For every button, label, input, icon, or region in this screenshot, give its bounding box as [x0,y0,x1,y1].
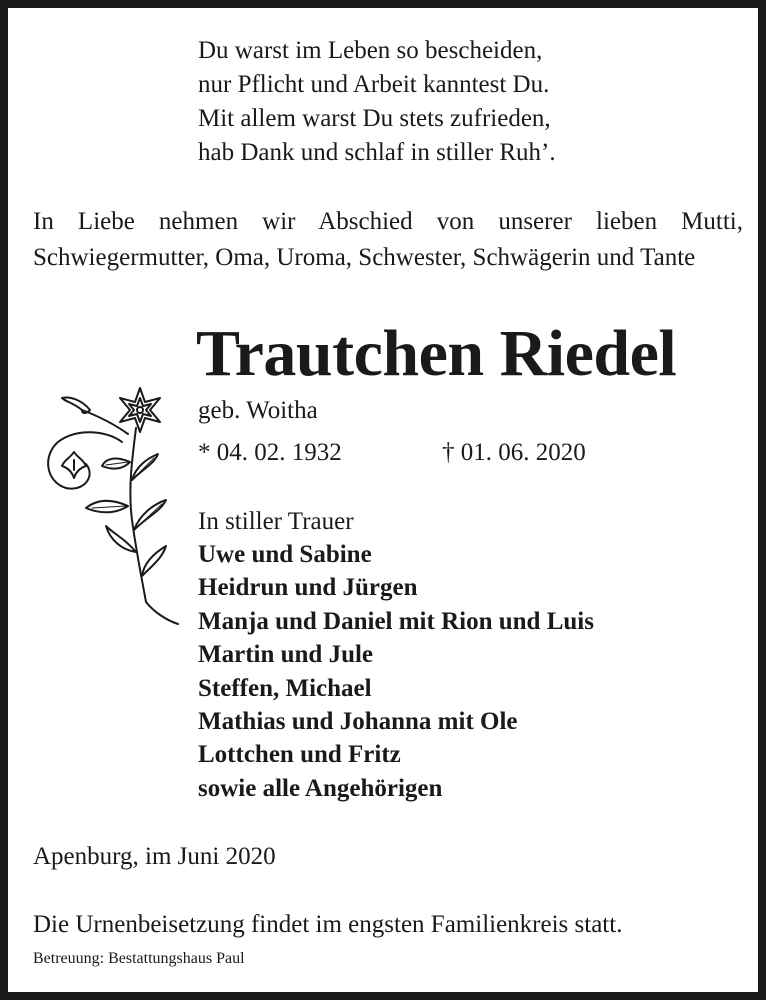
poem [198,34,556,170]
maiden-name: geb. Woitha [198,397,318,424]
place-date: Apenburg, im Juni 2020 [33,843,276,870]
list-item: Uwe und Sabine [198,541,372,568]
list-item: sowie alle Angehörigen [198,774,443,802]
birth-date: * 04. 02. 1932 [198,439,342,466]
undertaker-credit: Betreuung: Bestattungshaus Paul [33,950,245,967]
list-item: Heidrun und Jürgen [198,574,418,602]
mourners-list [198,538,594,805]
burial-note: Die Urnenbeisetzung findet im engsten Familienkreis statt. [33,911,623,938]
poem-line: hab Dank und schlaf in stiller Ruh’. [198,139,556,166]
death-date: † 01. 06. 2020 [442,439,586,466]
mourners-title: In stiller Trauer [198,508,354,535]
list-item: Lottchen und Fritz [198,741,401,769]
intro-text: In Liebe nehmen wir Abschied von unserer lieben Mutti, Schwiegermutter, Oma, Uroma, Schwester, Schwägerin und Tante [33,208,743,271]
list-item: Martin und Jule [198,641,374,669]
list-item: Steffen, Michael [198,674,372,702]
flower-icon [36,380,186,630]
list-item: Mathias und Johanna mit Ole [198,708,518,736]
list-item: Manja und Daniel mit Rion und Luis [198,607,594,635]
poem-line: nur Pflicht und Arbeit kanntest Du. [198,71,550,98]
poem-line: Du warst im Leben so bescheiden, [198,37,543,64]
deceased-name: Trautchen Riedel [196,317,677,390]
poem-line: Mit allem warst Du stets zufrieden, [198,105,551,132]
